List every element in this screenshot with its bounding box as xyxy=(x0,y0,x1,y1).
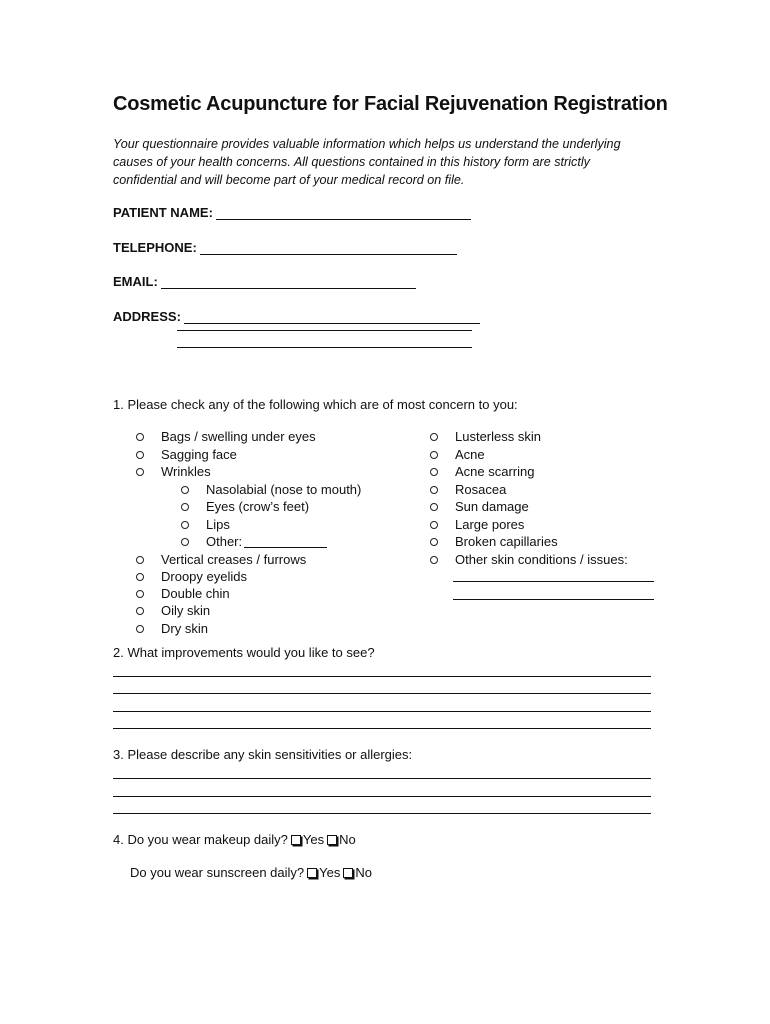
list-item[interactable] xyxy=(136,586,230,601)
sunscreen-no-checkbox[interactable] xyxy=(343,868,353,878)
patient-name-field[interactable] xyxy=(113,205,471,220)
email-field[interactable] xyxy=(113,274,416,289)
telephone-field[interactable] xyxy=(113,240,457,255)
address-label: ADDRESS: xyxy=(113,309,181,324)
option-label: Other: xyxy=(206,534,243,549)
option-label: Dry skin xyxy=(161,621,208,636)
address-blank-2[interactable] xyxy=(177,330,472,331)
checkbox-bullet[interactable] xyxy=(430,468,438,476)
option-label: Acne scarring xyxy=(455,464,535,479)
option-label: Lusterless skin xyxy=(455,429,541,444)
list-item[interactable] xyxy=(430,552,628,567)
makeup-no-checkbox[interactable] xyxy=(327,835,337,845)
intro-paragraph: Your questionnaire provides valuable information which helps us understand the underlying causes of your health concerns. All questions contained in this history form are strictly confidential and will become part of your medical record on file. xyxy=(113,137,621,187)
list-item[interactable] xyxy=(430,429,541,444)
other-conditions-blank-2[interactable] xyxy=(453,599,654,600)
option-label: Vertical creases / furrows xyxy=(161,552,307,567)
patient-name-blank[interactable] xyxy=(216,207,471,220)
address-blank-3[interactable] xyxy=(177,347,472,348)
answer-line[interactable] xyxy=(113,693,651,694)
list-item[interactable] xyxy=(430,482,506,497)
list-item[interactable] xyxy=(181,534,327,549)
no-label: No xyxy=(339,832,356,847)
checkbox-bullet[interactable] xyxy=(136,607,144,615)
option-label: Sun damage xyxy=(455,499,529,514)
list-item[interactable] xyxy=(430,534,558,549)
option-label: Double chin xyxy=(161,586,230,601)
form-title: Cosmetic Acupuncture for Facial Rejuvenation Registration xyxy=(113,93,668,115)
sunscreen-yes-checkbox[interactable] xyxy=(307,868,317,878)
checkbox-bullet[interactable] xyxy=(430,451,438,459)
checkbox-bullet[interactable] xyxy=(136,468,144,476)
answer-line[interactable] xyxy=(113,778,651,779)
makeup-yes-checkbox[interactable] xyxy=(291,835,301,845)
sunscreen-question xyxy=(130,865,372,880)
list-item[interactable] xyxy=(136,569,247,584)
checkbox-bullet[interactable] xyxy=(430,486,438,494)
checkbox-bullet[interactable] xyxy=(430,433,438,441)
option-label: Acne xyxy=(455,447,485,462)
other-blank[interactable] xyxy=(244,536,327,548)
option-label: Sagging face xyxy=(161,447,237,462)
checkbox-bullet[interactable] xyxy=(136,433,144,441)
question-2-label: 2. What improvements would you like to see? xyxy=(113,645,375,660)
answer-line[interactable] xyxy=(113,728,651,729)
makeup-question-label: 4. Do you wear makeup daily? xyxy=(113,832,288,847)
list-item[interactable] xyxy=(136,552,306,567)
checkbox-bullet[interactable] xyxy=(430,538,438,546)
option-label: Large pores xyxy=(455,517,525,532)
option-label: Lips xyxy=(206,517,230,532)
checkbox-bullet[interactable] xyxy=(430,521,438,529)
list-item[interactable] xyxy=(181,517,230,532)
sunscreen-question-label: Do you wear sunscreen daily? xyxy=(130,865,305,880)
list-item[interactable] xyxy=(136,447,237,462)
option-label: Droopy eyelids xyxy=(161,569,247,584)
option-label: Broken capillaries xyxy=(455,534,558,549)
list-item[interactable] xyxy=(136,429,316,444)
option-label: Wrinkles xyxy=(161,464,211,479)
checkbox-bullet[interactable] xyxy=(136,573,144,581)
email-label: EMAIL: xyxy=(113,274,158,289)
makeup-question xyxy=(113,832,356,847)
telephone-label: TELEPHONE: xyxy=(113,240,197,255)
option-label: Eyes (crow’s feet) xyxy=(206,499,310,514)
checkbox-bullet[interactable] xyxy=(136,590,144,598)
list-item[interactable] xyxy=(430,517,524,532)
patient-name-label: PATIENT NAME: xyxy=(113,205,213,220)
other-conditions-blank-1[interactable] xyxy=(453,581,654,582)
checkbox-bullet[interactable] xyxy=(136,625,144,633)
checkbox-bullet[interactable] xyxy=(430,503,438,511)
address-field[interactable] xyxy=(113,309,480,324)
list-item[interactable] xyxy=(430,499,529,514)
answer-line[interactable] xyxy=(113,813,651,814)
list-item[interactable] xyxy=(430,447,485,462)
checkbox-bullet[interactable] xyxy=(181,503,189,511)
checkbox-bullet[interactable] xyxy=(136,451,144,459)
option-label: Bags / swelling under eyes xyxy=(161,429,316,444)
answer-line[interactable] xyxy=(113,796,651,797)
yes-label: Yes xyxy=(319,865,341,880)
option-label: Other skin conditions / issues: xyxy=(455,552,628,567)
checkbox-bullet[interactable] xyxy=(181,538,189,546)
checkbox-bullet[interactable] xyxy=(181,521,189,529)
list-item[interactable] xyxy=(136,603,210,618)
address-blank-1[interactable] xyxy=(184,311,480,324)
checkbox-bullet[interactable] xyxy=(136,556,144,564)
checkbox-bullet[interactable] xyxy=(430,556,438,564)
option-label: Oily skin xyxy=(161,603,211,618)
telephone-blank[interactable] xyxy=(200,242,457,255)
list-item[interactable] xyxy=(136,464,211,479)
option-label: Nasolabial (nose to mouth) xyxy=(206,482,362,497)
question-1-label: 1. Please check any of the following which are of most concern to you: xyxy=(113,397,518,412)
answer-line[interactable] xyxy=(113,711,651,712)
answer-line[interactable] xyxy=(113,676,651,677)
list-item[interactable] xyxy=(136,621,208,636)
email-blank[interactable] xyxy=(161,276,416,289)
option-label: Rosacea xyxy=(455,482,507,497)
list-item[interactable] xyxy=(181,482,361,497)
list-item[interactable] xyxy=(430,464,534,479)
question-3-label: 3. Please describe any skin sensitivities or allergies: xyxy=(113,747,413,762)
no-label: No xyxy=(355,865,372,880)
yes-label: Yes xyxy=(302,832,325,847)
checkbox-bullet[interactable] xyxy=(181,486,189,494)
list-item[interactable] xyxy=(181,499,309,514)
